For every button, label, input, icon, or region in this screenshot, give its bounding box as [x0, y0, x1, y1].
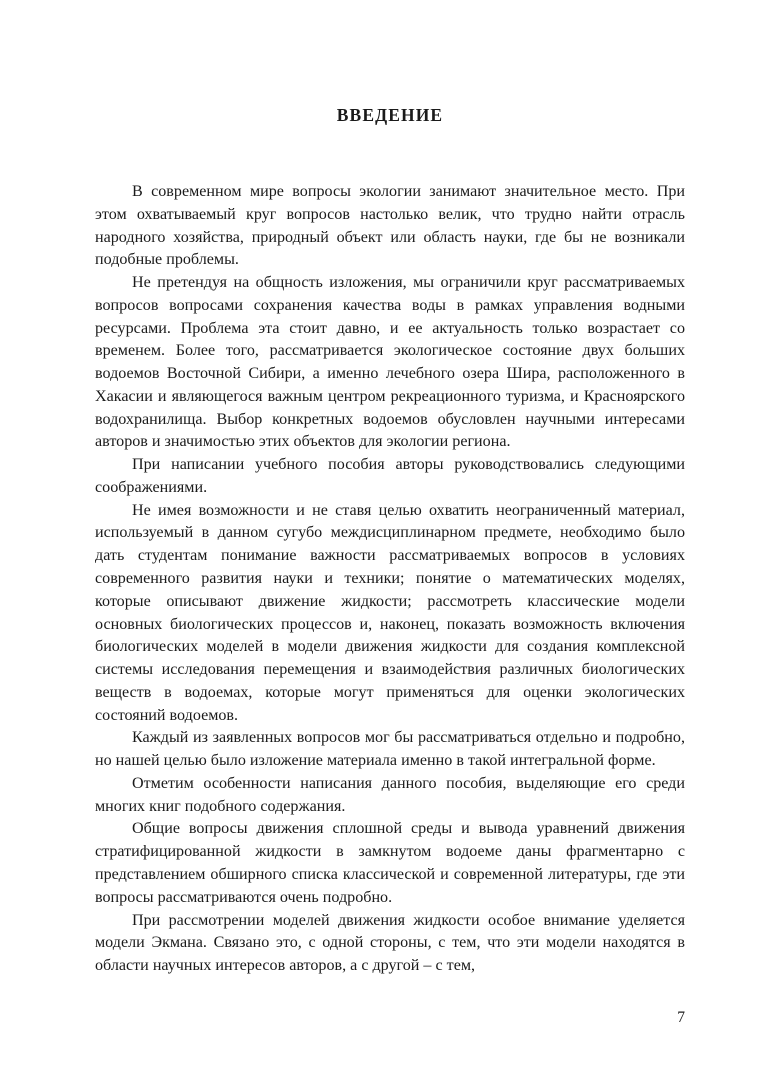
- page-number: 7: [677, 1008, 685, 1026]
- paragraph: В современном мире вопросы экологии занимают значительное место. При этом охватываемый круг вопросов настолько велик, что трудно найти отрасль народного хозяйства, природный объект или область науки, где бы не возникали подобные проблемы.: [95, 183, 685, 269]
- paragraph: Общие вопросы движения сплошной среды и вывода уравнений движения стратифицированной жидкости в замкнутом водоеме даны фрагментарно с представлением обширного списка классической и современной литературы, где эти вопросы рассматриваются очень подробно.: [95, 820, 685, 906]
- page-title: ВВЕДЕНИЕ: [336, 105, 444, 125]
- paragraph: Не имея возможности и не ставя целью охватить неограниченный материал, используемый в данном сугубо междисциплинарном предмете, необходимо было дать студентам понимание важности рассматриваемых вопросов в условиях современного развития науки и техники; понятие о математических моделях, которые описывают движение жидкости; рассмотреть классические модели основных биологических процессов и, наконец, показать возможность включения биологических моделей в модели движения жидкости для создания комплексной системы исследования перемещения и взаимодействия различных биологических веществ в водоемах, которые могут применяться для оценки экологических состояний водоемов.: [95, 501, 685, 724]
- paragraph: Не претендуя на общность изложения, мы ограничили круг рассматриваемых вопросов вопросами сохранения качества воды в рамках управления водными ресурсами. Проблема эта стоит давно, и ее актуальность только возрастает со временем. Более того, рассматривается экологическое состояние двух больших водоемов Восточной Сибири, а именно лечебного озера Шира, расположенного в Хакасии и являющегося важным центром рекреационного туризма, и Красноярского водохранилища. Выбор конкретных водоемов обусловлен научными интересами авторов и значимостью этих объектов для экологии региона.: [95, 274, 685, 451]
- body-text: [95, 181, 685, 978]
- paragraph: Отметим особенности написания данного пособия, выделяющие его среди многих книг подобного содержания.: [95, 774, 685, 815]
- paragraph: При рассмотрении моделей движения жидкости особое внимание уделяется модели Экмана. Связано это, с одной стороны, с тем, что эти модели находятся в области научных интересов авторов, а с другой – с тем,: [95, 911, 685, 975]
- paragraph: При написании учебного пособия авторы руководствовались следующими соображениями.: [95, 456, 685, 496]
- paragraph: Каждый из заявленных вопросов мог бы рассматриваться отдельно и подробно, но нашей целью было изложение материала именно в такой интегральной форме.: [95, 729, 685, 770]
